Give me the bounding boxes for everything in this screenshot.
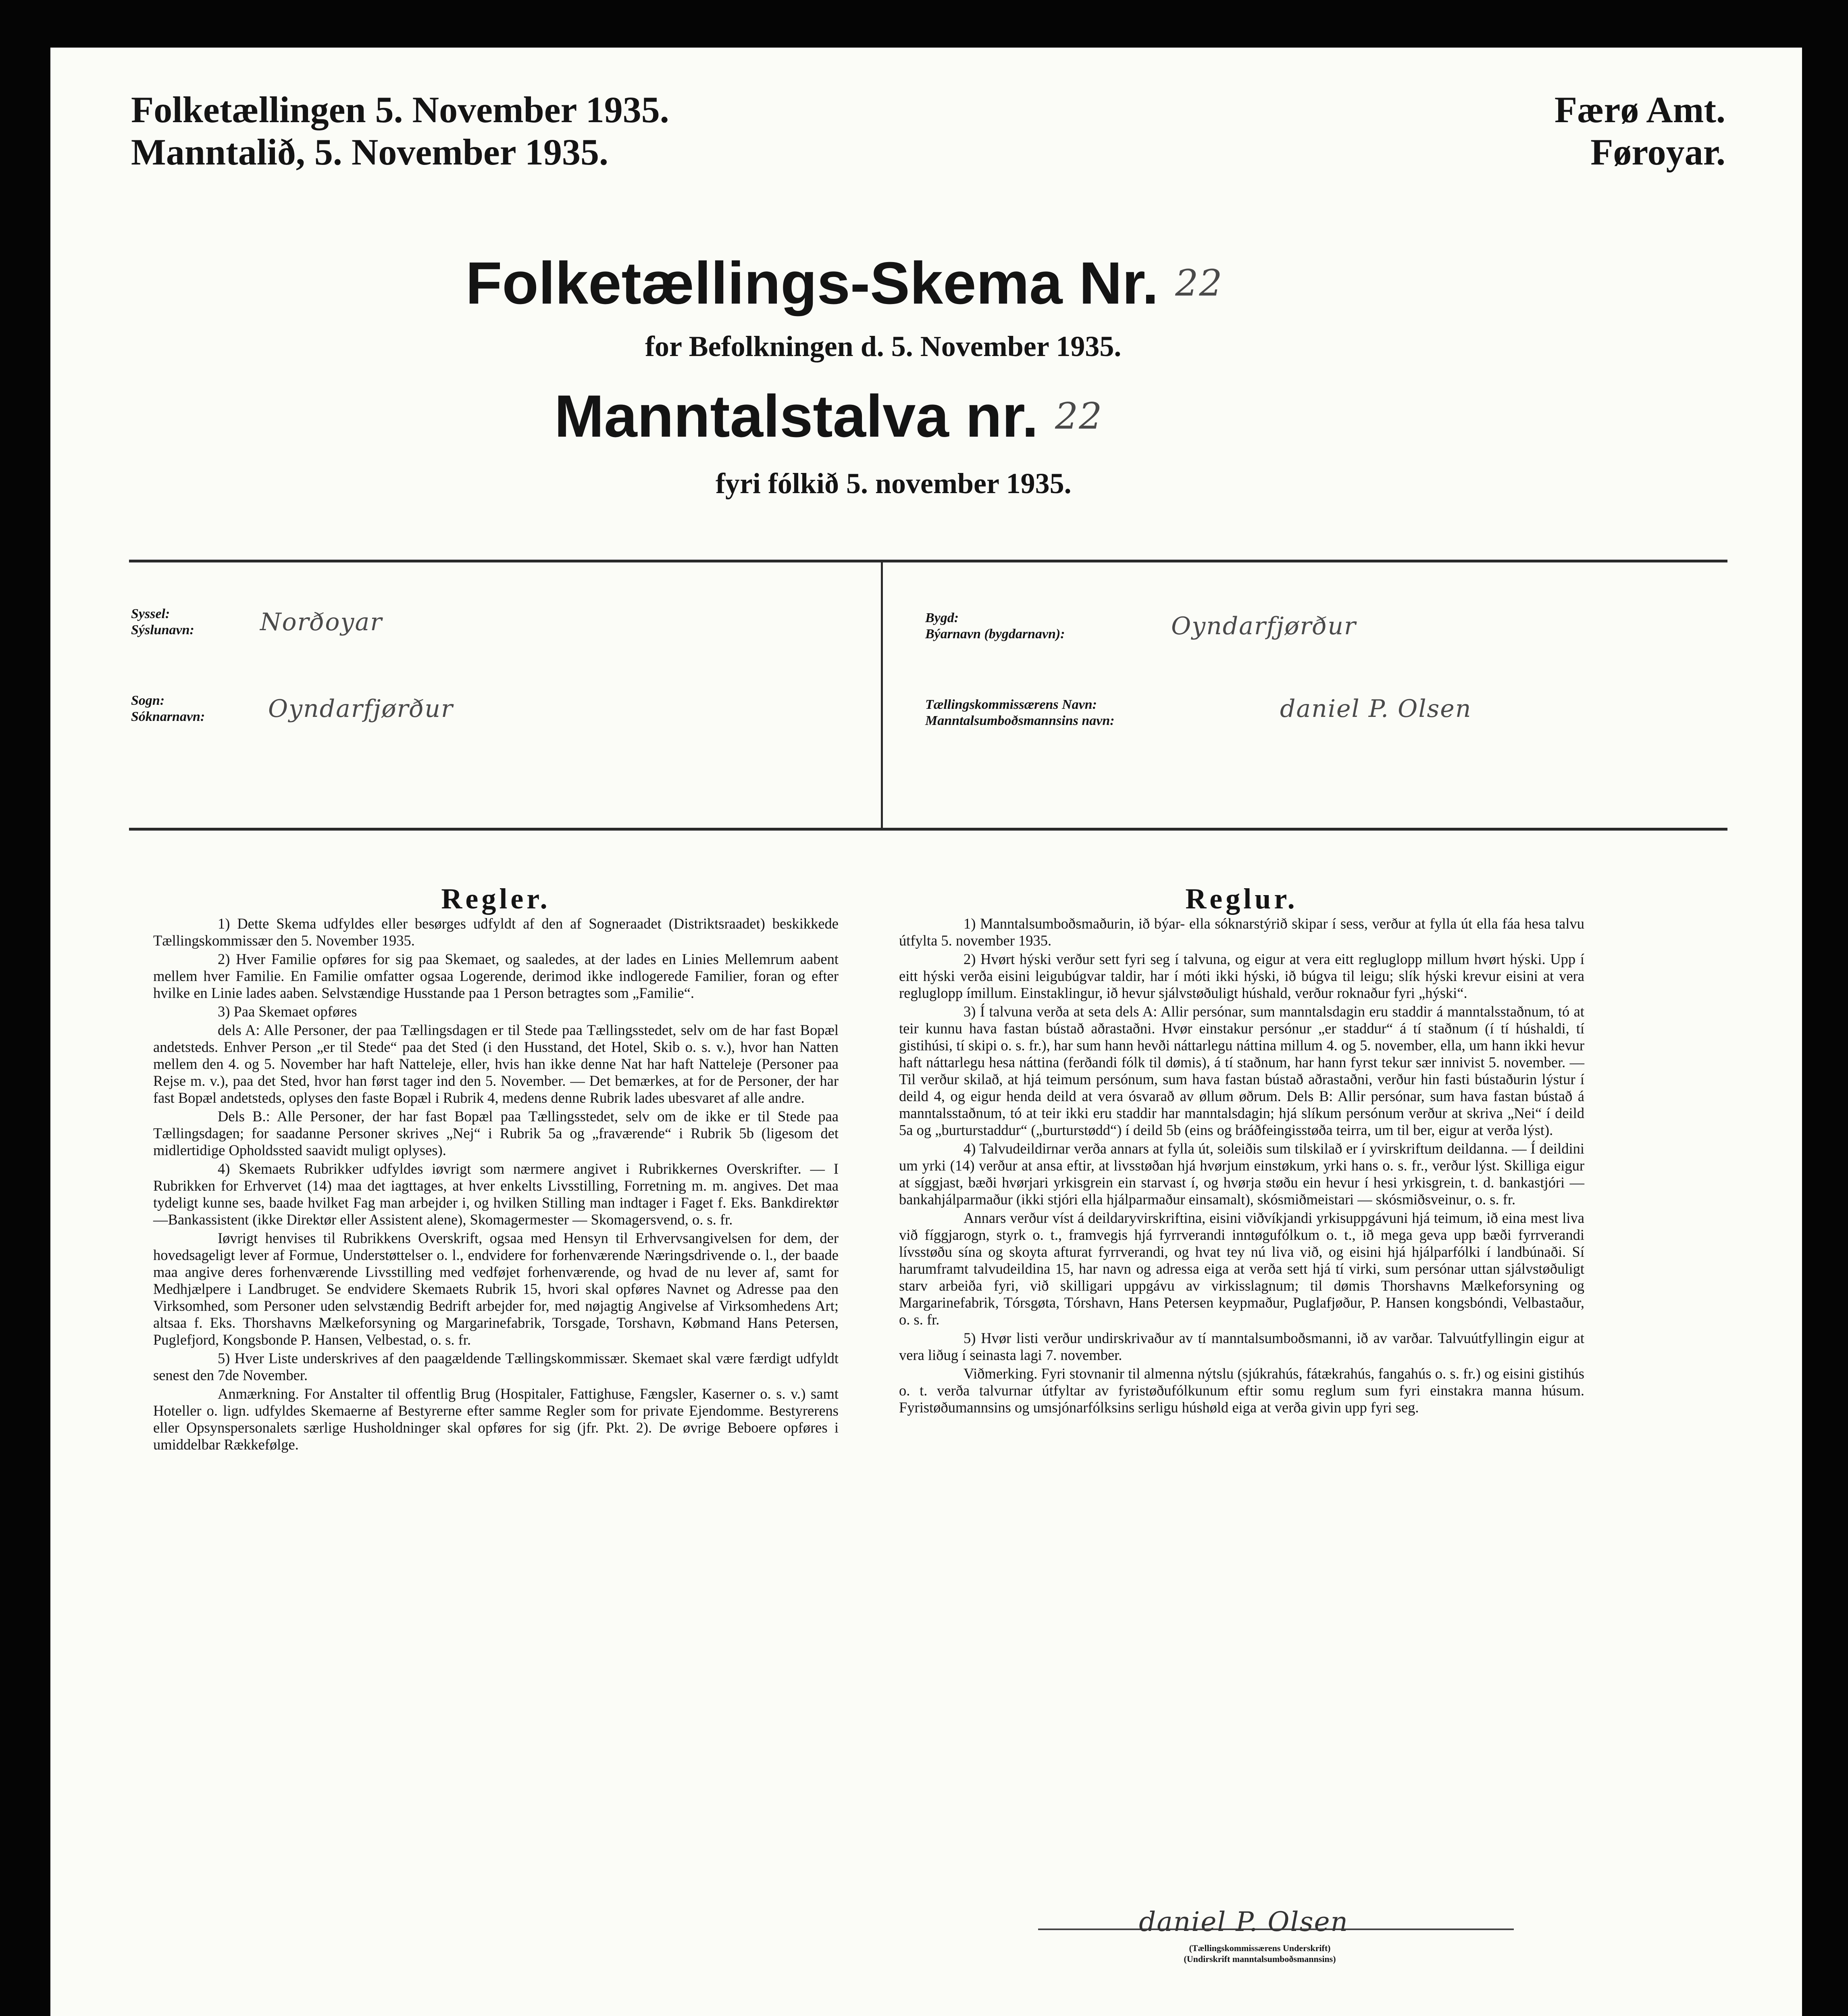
title-danish-text: Folketællings-Skema Nr. [466,250,1159,317]
rule-da-5: 5) Hver Liste underskrives af den paagældende Tællingskommissær. Skemaet skal være færdigt udfyldt senest den 7de November. [153,1350,839,1383]
rules-danish [153,883,839,1455]
bygd-label-fo: Býarnavn (bygdarnavn): [925,627,1065,641]
rule-da-4b: Iøvrigt henvises til Rubrikkens Overskrift, ogsaa med Hensyn til Erhvervsangivelsen for dem, der hovedsageligt lever af Formue, Understøttelser o. l., endvidere for forhenværende Næringsdrivende o. l., der baade maa angive deres forhenværende Livsstilling med vedføjet forhenværende, og hvad de nu lever af, samt for Medhjælpere i Landbruget. Se endvidere Skemaets Rubrik 15, hvori skal opføres Navnet og Adresse paa den Virksomhed, som Personer uden selvstændig Bedrift arbejder for, med nøjagtig Angivelse af Virksomhedens Art; altsaa f. Eks. Thorshavns Mælkeforsyning og Margarinefabrik, Torsgade, Torshavn, Købmand Hans Petersen, Puglefjord, Kongsbonde P. Hansen, Velbestad, o. s. fr. [153,1230,839,1348]
subtitle-faroese: fyri fólkið 5. november 1935. [716,467,1072,500]
rule-da-note: Anmærkning. For Anstalter til offentlig Brug (Hospitaler, Fattighuse, Fængsler, Kaserner o. s. v.) samt Hoteller o. lign. udfyldes Skemaerne af Bestyrerne efter samme Regler som for private Ejendomme. Bestyrerens eller Opsynspersonalets særlige Husholdninger skal opføres for sig (jfr. Pkt. 2). De øvrige Beboere opføres i umiddelbar Rækkefølge. [153,1385,839,1453]
bygd-label [925,610,1065,642]
sogn-value: Oyndarfjørður [268,695,454,723]
top-rule [129,560,1727,562]
signature-caption-da: (Tællingskommissærens Underskrift) [1189,1943,1331,1953]
bottom-rule [129,828,1727,831]
signature-caption [1107,1943,1413,1964]
bygd-label-da: Bygd: [925,610,959,625]
header-right-line-1: Færø Amt. [1554,89,1725,130]
rule-da-4: 4) Skemaets Rubrikker udfyldes iøvrigt som nærmere angivet i Rubrikkernes Overskrifter. — I Rubrikken for Erhvervet (14) maa det iagttages, at hver enkelts Livsstilling, Forretning m. m. angives. Det maa tydeligt kunne ses, baade hvilket Fag man arbejder i, og hvilken Stilling man indtager i Faget f. Eks. Bankdirektør—Bankassistent (ikke Direktør eller Assistent alene), Skomagermester — Skomagersvend, o. s. fr. [153,1160,839,1228]
syssel-label-da: Syssel: [131,606,170,621]
kommissaer-label-fo: Manntalsumboðsmannsins navn: [925,713,1115,728]
title-faroese [554,382,1103,451]
kommissaer-value: daniel P. Olsen [1280,695,1472,723]
rule-da-3b: Dels B.: Alle Personer, der har fast Bopæl paa Tællingsstedet, selv om de ikke er til Stede paa Tællingsdagen; for saadanne Personer skrives „Nej“ i Rubrik 5a og „fraværende“ i Rubrik 5b (ligesom det midlertidige Opholdssted saavidt muligt oplyses). [153,1108,839,1158]
title-danish-number: 22 [1175,262,1223,304]
rule-da-1: 1) Dette Skema udfyldes eller besørges udfyldt af den af Sogneraadet (Distriktsraadet) beskikkede Tællingskommissær den 5. November 1935. [153,915,839,949]
rule-fo-4b: Annars verður víst á deildaryvirskriftina, eisini viðvíkjandi yrkisuppgávuni hjá teimum, ið eina mest liva við fíggjarogn, styrk o. t., framvegis hjá fyrrverandi inntøgufólkum o. t., ið mega geva upp bæði fyrrverandi lívsstøðu sína og skoyta afturat fyrrverandi, og hvat tey nú liva við, og eisini hjá hjálparfólki í landbúnaði. Sí harumframt talvudeildina 15, har navn og adressa eiga at verða sett hjá tí virki, sum persónar uttan sjálvstøðuligt starv arbeiða fyri, við skilligari uppgávu av virkisslagnum; til dømis Thorshavns Mælkeforsyning og Margarinefabrik, Tórsgøta, Tórshavn, Hans Petersen keypmaður, Puglafjøður, P. Hansen kongsbóndi, Velbastaður, o. s. fr. [899,1210,1584,1328]
rule-fo-3: 3) Í talvuna verða at seta dels A: Allir persónar, sum manntalsdagin eru staddir á manntalsstaðnum, tó at teir kunnu hava fastan bústað aðrastaðni. Hvør einstakur persónur „er staddur“ á tí staðnum (í tí húshaldi, tí gistihúsi, tí skipi o. s. fr.), har sum hann hevði náttarlegu náttina millum 4. og 5. november, ella, um hann ikki hevur haft náttarlegu hesa náttina (ferðandi fólk til dømis), á tí staðnum, har hann fyrst tekur sær innivist 5. november. — Til verður skilað, at hjá teimum persónum, sum hava fastan bústað aðrastaðni, verður hin fasti bústaðurin lýstur í deild 4, og eigur henda deild at vera ósvarað av øllum øðrum. Dels B: Allir persónar, sum hava fastan bústað á manntalsstaðnum, tó at teir ikki eru staddir har manntalsdagin; hjá slíkum persónum verður at skriva „Nei“ í deild 5a og „burturstaddur“ („burturstødd“) í deild 5b (eins og bráðfeingisstøða teirra, um til ber, eigur at verða lýst). [899,1003,1584,1138]
kommissaer-label [925,697,1115,729]
syssel-label-fo: Sýslunavn: [131,623,194,637]
rule-fo-4: 4) Talvudeildirnar verða annars at fylla út, soleiðis sum tilskilað er í yvirskriftum deildanna. — Í deildini um yrki (14) verður at ansa eftir, at livsstøðan hjá hvørjum einstøkum, yrki hans o. s. fr., verður lýst. Skilliga eigur at síggjast, bæði hvørjari yrkisgrein ein starvast í, og hvørja støðu ein hevur í hesi yrkisgrein, t. d. bankastjóri — bankahjálparmaður (ikki stjóri ella hjálparmaður einsamalt), skósmiðmeistari — skósmiðsveinur, o. s. fr. [899,1140,1584,1208]
rule-fo-note: Viðmerking. Fyri stovnanir til almenna nýtslu (sjúkrahús, fátækrahús, fangahús o. s. fr.) og eisini gistihús o. t. verða talvurnar útfyltar av fyristøðufólkunum eftir somu reglum sum fyri einstakra manna húsum. Fyristøðumannsins og umsjónarfólksins serligu húshøld eiga at verða givin upp fyri seg. [899,1365,1584,1416]
subtitle-danish: for Befolkningen d. 5. November 1935. [645,330,1122,362]
rule-fo-2: 2) Hvørt hýski verður sett fyri seg í talvuna, og eigur at vera eitt regluglopp millum hvørt hýski. Upp í eitt hýski verða eisini leigubúgvar taldir, har í móti ikki hýski, ið búgva til leigu; slík hýski krevur eisini at vera regluglopp ímillum. Einstaklingur, ið hevur sjálvstøðuligt húshald, verður roknaður fyri „hýski“. [899,951,1584,1001]
sogn-label-da: Sogn: [131,693,165,708]
sogn-label-fo: Sóknarnavn: [131,709,205,724]
header-right-line-2: Føroyar. [1590,131,1725,173]
rule-fo-5: 5) Hvør listi verður undirskrivaður av tí manntalsumboðsmanni, ið av varðar. Talvuútfyllingin eigur at vera liðug í seinasta lagi 7. november. [899,1330,1584,1363]
header-left-line-2: Manntalið, 5. November 1935. [131,131,609,173]
census-form-sheet [50,48,1802,2016]
signature-value: daniel P. Olsen [1139,1906,1349,1937]
title-danish [466,249,1223,318]
rule-da-3a: dels A: Alle Personer, der paa Tællingsdagen er til Stede paa Tællingsstedet, selv om de har fast Bopæl andetsteds. Enhver Person „er til Stede“ paa det Sted (i den Husstand, det Hotel, Skib o. s. v.), hvor han Natten mellem den 4. og 5. November har haft Natteleje, eller, hvis han ikke denne Nat har haft Natteleje (Personer paa Rejse m. v.), paa det Sted, hvor han først tager ind den 5. November. — Det bemærkes, at for de Personer, der har fast Bopæl andetsteds, oplyses den faste Bopæl i Rubrik 4, medens denne Rubrik lades ubesvaret af alle andre. [153,1022,839,1106]
rules-faroese-heading: Reglur. [1185,883,1298,915]
header-left-line-1: Folketællingen 5. November 1935. [131,89,669,130]
rules-faroese [899,883,1584,1418]
syssel-label [131,606,194,638]
title-faroese-number: 22 [1055,395,1103,437]
field-divider [881,562,883,828]
rules-danish-heading: Regler. [441,883,551,915]
syssel-value: Norðoyar [260,608,383,636]
title-faroese-text: Manntalstalva nr. [554,383,1038,450]
kommissaer-label-da: Tællingskommissærens Navn: [925,697,1097,712]
rule-da-3: 3) Paa Skemaet opføres [218,1003,357,1020]
bygd-value: Oyndarfjørður [1171,612,1357,640]
rule-fo-1: 1) Manntalsumboðsmaðurin, ið býar- ella sóknarstýrið skipar í sess, verður at fylla út ella fáa hesa talvu útfylta 5. november 1935. [899,915,1584,949]
sogn-label [131,693,205,725]
rule-da-2: 2) Hver Familie opføres for sig paa Skemaet, og saaledes, at der lades en Linies Mellemrum aabent mellem hver Familie. En Familie omfatter ogsaa Logerende, derimod ikke indlogerede Familier, foran og efter hvilke en Linie lades aaben. Selvstændige Husstande paa 1 Person betragtes som „Familie“. [153,951,839,1001]
signature-caption-fo: (Undirskrift manntalsumboðsmannsins) [1184,1954,1336,1964]
